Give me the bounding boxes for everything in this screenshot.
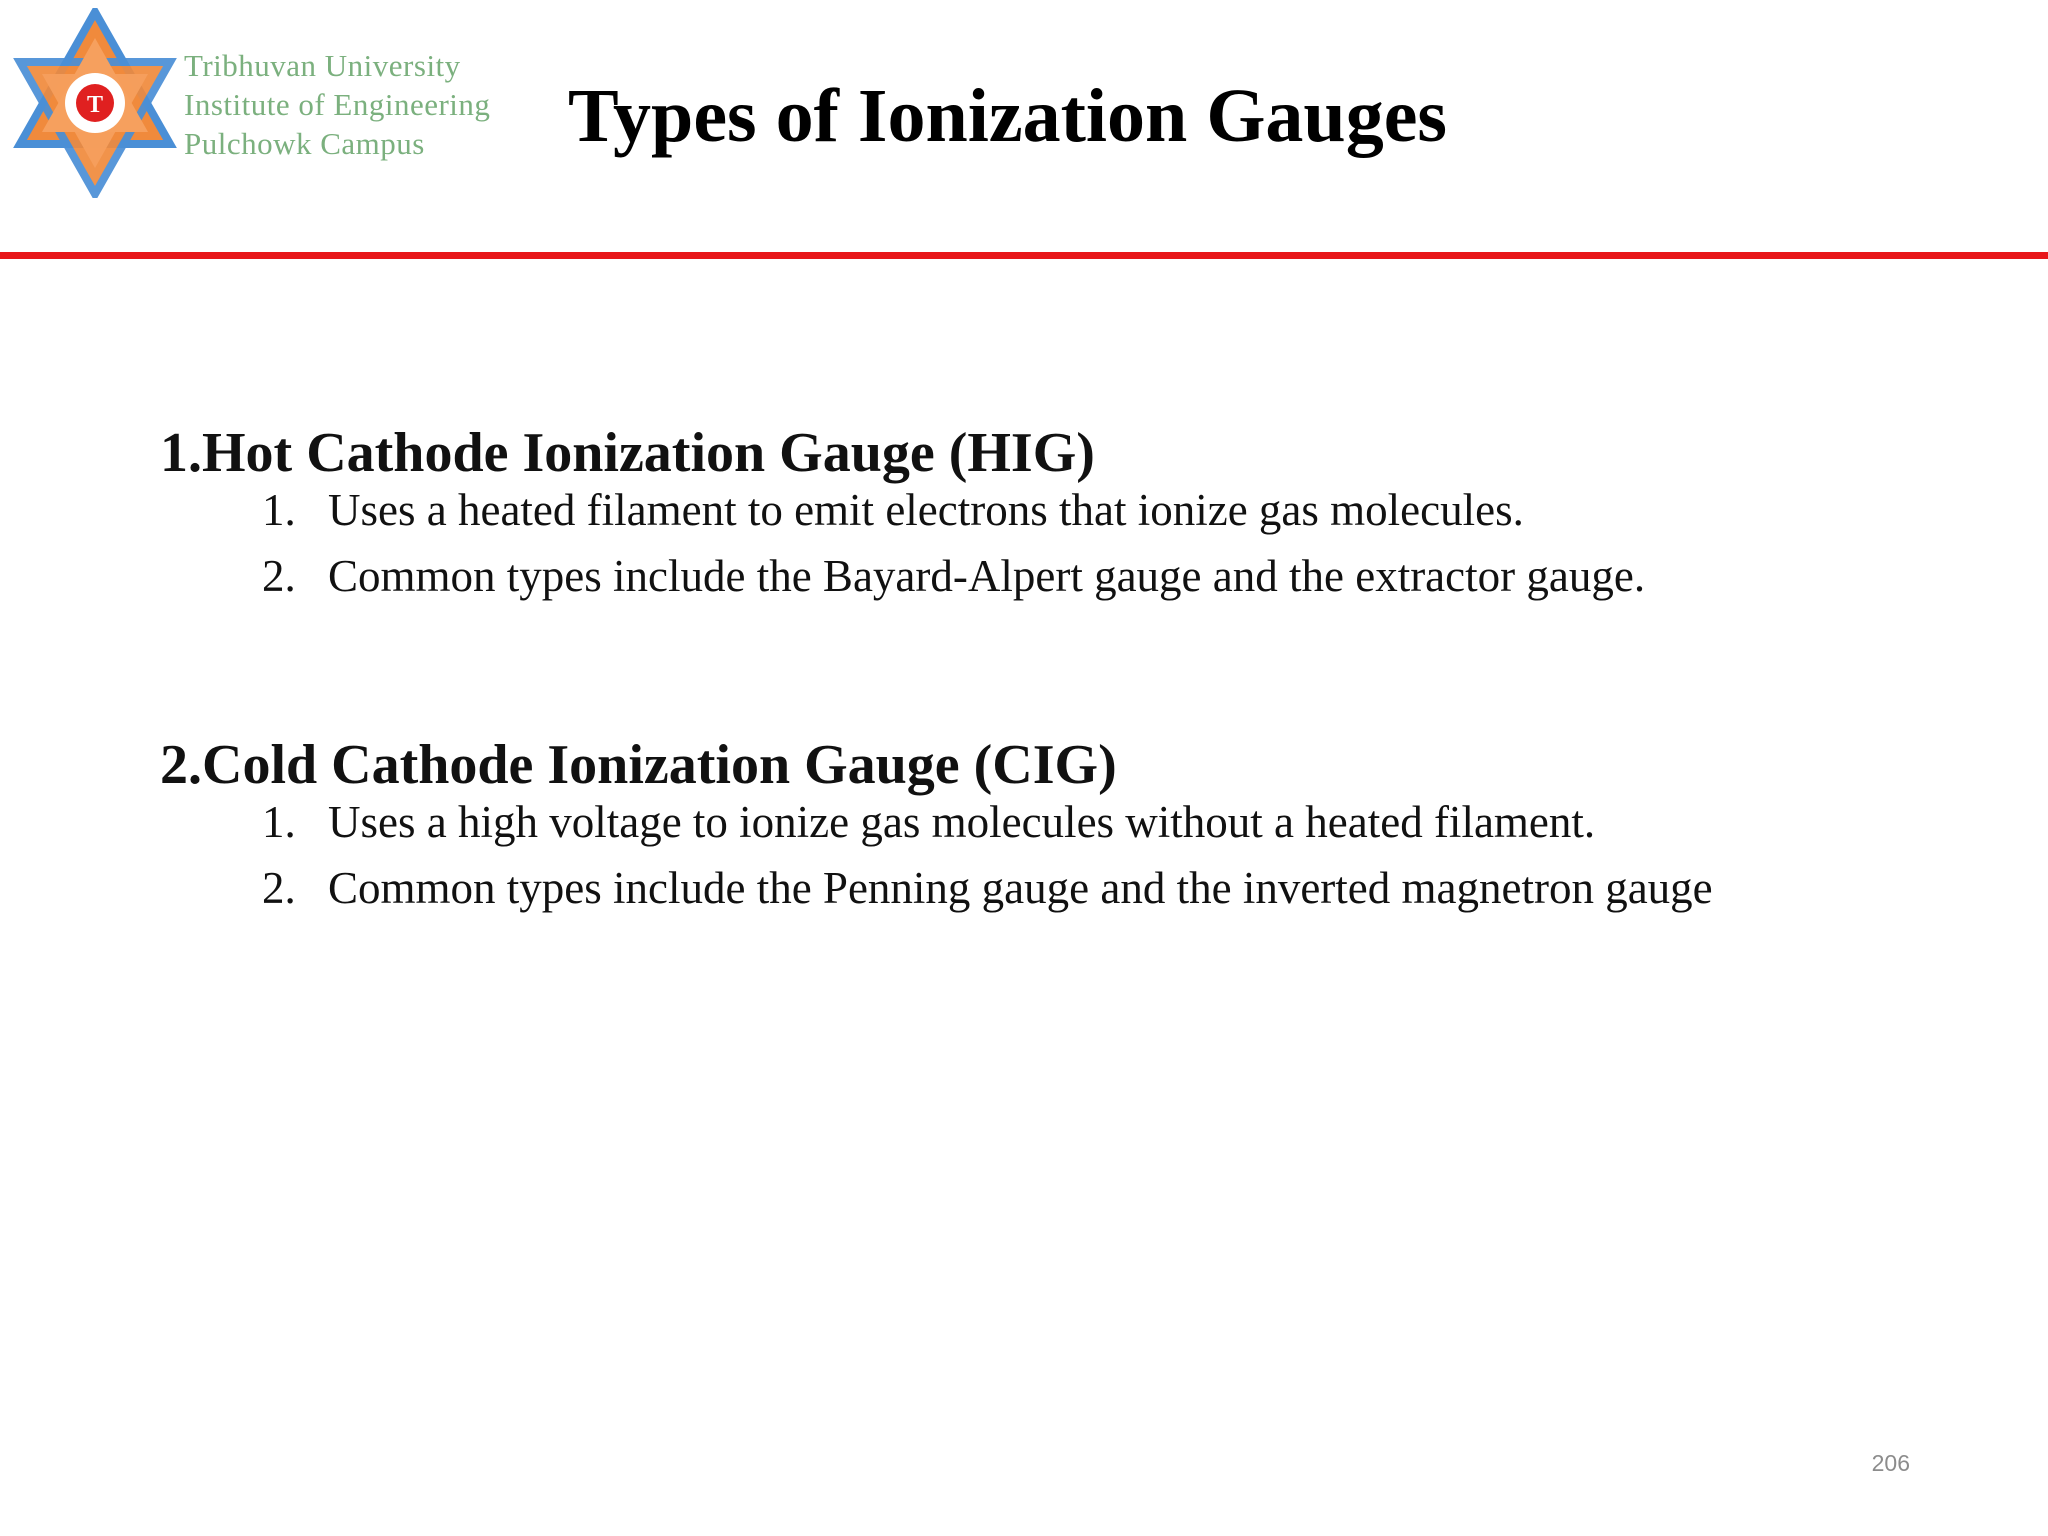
logo-line-university: Tribhuvan University xyxy=(184,48,461,83)
list-item xyxy=(160,863,1880,913)
list-item-number: 2. xyxy=(262,551,296,601)
list-item xyxy=(160,797,1880,847)
section-heading: 2.Cold Cathode Ionization Gauge (CIG) xyxy=(160,734,1117,796)
list-item-number: 1. xyxy=(262,797,296,847)
list-item-text: Uses a heated filament to emit electrons that ionize gas molecules. xyxy=(328,485,1524,535)
list-item-text: Common types include the Penning gauge and the inverted magnetron gauge xyxy=(328,863,1713,913)
page-number: 206 xyxy=(1871,1450,1910,1476)
section-hot-cathode xyxy=(160,418,1880,601)
logo-wordmark xyxy=(184,46,490,163)
institution-logo xyxy=(10,8,600,198)
list-item-text: Common types include the Bayard-Alpert gauge and the extractor gauge. xyxy=(328,551,1646,601)
title-divider xyxy=(0,252,2048,259)
svg-text:T: T xyxy=(86,92,104,118)
university-emblem-icon xyxy=(10,8,180,198)
list-item xyxy=(160,551,1880,601)
list-item-text: Uses a high voltage to ionize gas molecules without a heated filament. xyxy=(328,797,1596,847)
slide-title: Types of Ionization Gauges xyxy=(568,74,1448,158)
section-item-list xyxy=(160,797,1880,913)
section-heading: 1.Hot Cathode Ionization Gauge (HIG) xyxy=(160,422,1095,484)
logo-line-campus: Pulchowk Campus xyxy=(184,126,425,161)
list-item-number: 2. xyxy=(262,863,296,913)
logo-line-institute: Institute of Engineering xyxy=(184,87,491,122)
section-item-list xyxy=(160,485,1880,601)
list-item-number: 1. xyxy=(262,485,296,535)
list-item xyxy=(160,485,1880,535)
section-cold-cathode xyxy=(160,730,1880,913)
